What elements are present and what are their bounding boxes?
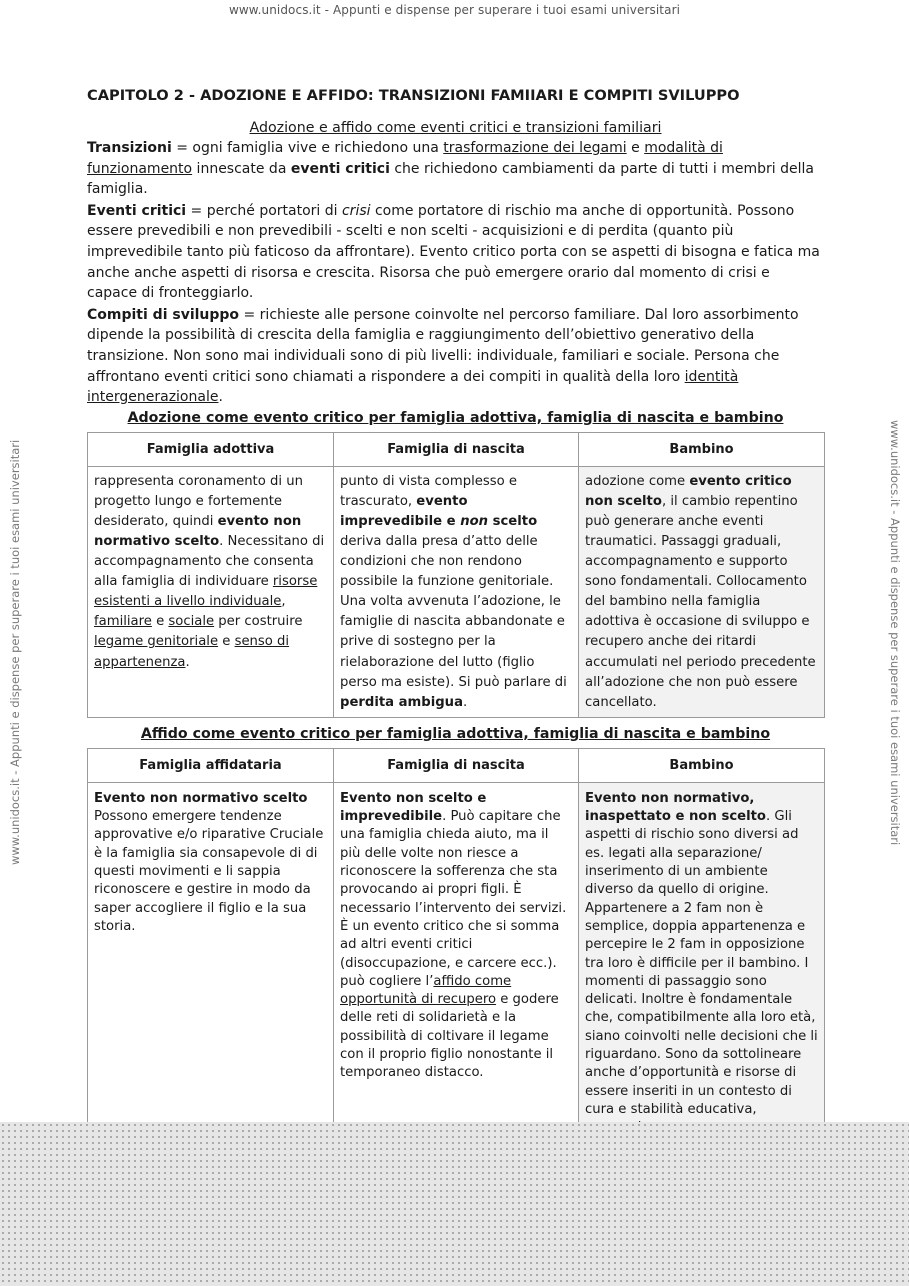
table1-title: Adozione come evento critico per famiglia adottiva, famiglia di nascita e bambino: [127, 409, 784, 426]
adozione-table: [87, 432, 825, 718]
column-header: Bambino: [579, 748, 825, 782]
dotted-overlay: [0, 1122, 909, 1286]
table2-title: Affido come evento critico per famiglia adottiva, famiglia di nascita e bambino: [140, 725, 771, 742]
table-header-row: [88, 748, 825, 782]
document-body: [87, 86, 824, 1142]
chapter-title: CAPITOLO 2 - ADOZIONE E AFFIDO: TRANSIZIONI FAMIIARI E COMPITI SVILUPPO: [87, 87, 740, 104]
paragraph-eventi-critici: Eventi critici = perché portatori di crisi come portatore di rischio ma anche di opportunità. Possono essere prevedibili e non prevedibili - scelti e non scelti - acquisizioni e di perdita (quanto più imprevedibile tanto più faticoso da affrontare). Evento critico porta con se aspetti di bisogna e fatica ma anche anche aspetti di risorsa e crescita. Risorsa che può emergere orario dal momento di crisi e capace di fronteggiarlo.: [87, 202, 820, 302]
column-header: Famiglia affidataria: [88, 748, 334, 782]
term-compiti-sviluppo: Compiti di sviluppo: [87, 306, 240, 323]
paragraph-compiti-sviluppo: Compiti di sviluppo = richieste alle persone coinvolte nel percorso familiare. Dal loro assorbimento dipende la possibilità di crescita della famiglia e raggiungimento dell’obiettivo generativo della transizione. Non sono mai individuali sono di più livelli: individuale, familiari e sociale. Persona che affrontano eventi critici sono chiamati a rispondere a dei compiti in qualità della loro identità intergenerazionale.: [87, 306, 799, 406]
paragraph-transizioni: Transizioni = ogni famiglia vive e richiedono una trasformazione dei legami e modalità di funzionamento innescate da eventi critici che richiedono cambiamenti da parte di tutti i membri della famiglia.: [87, 140, 814, 198]
column-header: Bambino: [579, 432, 825, 466]
cell-bambino: adozione come evento critico non scelto, il cambio repentino può generare anche eventi traumatici. Passaggi graduali, accompagnamento e supporto sono fondamentali. Collocamento del bambino nella famiglia adottiva è occasione di sviluppo e recupero anche dei ritardi accumulati nel periodo precedente all’adozione che non può essere cancellato.: [579, 466, 825, 717]
watermark-right: www.unidocs.it - Appunti e dispense per superare i tuoi esami universitari: [888, 420, 902, 846]
column-header: Famiglia di nascita: [334, 748, 579, 782]
term-eventi-critici: Eventi critici: [87, 202, 187, 219]
affido-table: [87, 748, 825, 1143]
column-header: Famiglia adottiva: [88, 432, 334, 466]
watermark-left: www.unidocs.it - Appunti e dispense per superare i tuoi esami universitari: [8, 439, 22, 865]
cell-bambino: Evento non normativo, inaspettato e non scelto. Gli aspetti di rischio sono diversi ad es. legati alla separazione/ inserimento di un ambiente diverso da quello di origine. Appartenere a 2 fam non è semplice, doppia appartenenza e percepire le 2 fam in opposizione tra loro è difficile per il bambino. I momenti di passaggio sono delicati. Inoltre è fondamentale che, compatibilmente alla loro età, siano coinvolti nelle decisioni che li riguardano. Sono da sottolineare anche d’opportunità e risorse di essere inseriti in un contesto di cura e stabilità educativa,: [579, 782, 825, 1142]
cell-famiglia-adottiva: rappresenta coronamento di un progetto lungo e fortemente desiderato, quindi evento non normativo scelto. Necessitano di accompagnamento che consenta alla famiglia di individuare risorse esistenti a livello individuale, familiare e sociale per costruire legame genitoriale e senso di appartenenza.: [88, 466, 334, 717]
cell-famiglia-nascita: punto di vista complesso e trascurato, evento imprevedibile e non scelto deriva dalla presa d’atto delle condizioni che non rendono possibile la funzione genitoriale. Una volta avvenuta l’adozione, le famiglie di nascita abbandonate e prive di sostegno per la rielaborazione del lutto (figlio perso ma esiste). Si può parlare di perdita ambigua.: [334, 466, 579, 717]
column-header: Famiglia di nascita: [334, 432, 579, 466]
table-header-row: [88, 432, 825, 466]
table-row: [88, 782, 825, 1142]
watermark-header: www.unidocs.it - Appunti e dispense per superare i tuoi esami universitari: [228, 3, 681, 17]
term-transizioni: Transizioni: [87, 140, 172, 156]
cell-famiglia-affidataria: Evento non normativo scelto Possono emergere tendenze approvative e/o riparative Cruciale è la famiglia sia consapevole di di questi movimenti e li sappia riconoscere e gestire in modo da saper accogliere il figlio e la sua storia.: [88, 782, 334, 1142]
table-row: [88, 466, 825, 717]
section-title: Adozione e affido come eventi critici e transizioni familiari: [249, 120, 662, 136]
cell-famiglia-nascita: Evento non scelto e imprevedibile. Può capitare che una famiglia chieda aiuto, ma il più delle volte non riesce a riconoscere la sofferenza che sta provocando ai propri figli. È necessario l’intervento dei servizi. È un evento critico che si somma ad altri eventi critici (disoccupazione, e carcere ecc.). può cogliere l’affido come opportunità di recupero e godere delle reti di solidarietà e la possibilità di coltivare il legame con il proprio figlio nonostante il temporaneo distacco.: [334, 782, 579, 1142]
